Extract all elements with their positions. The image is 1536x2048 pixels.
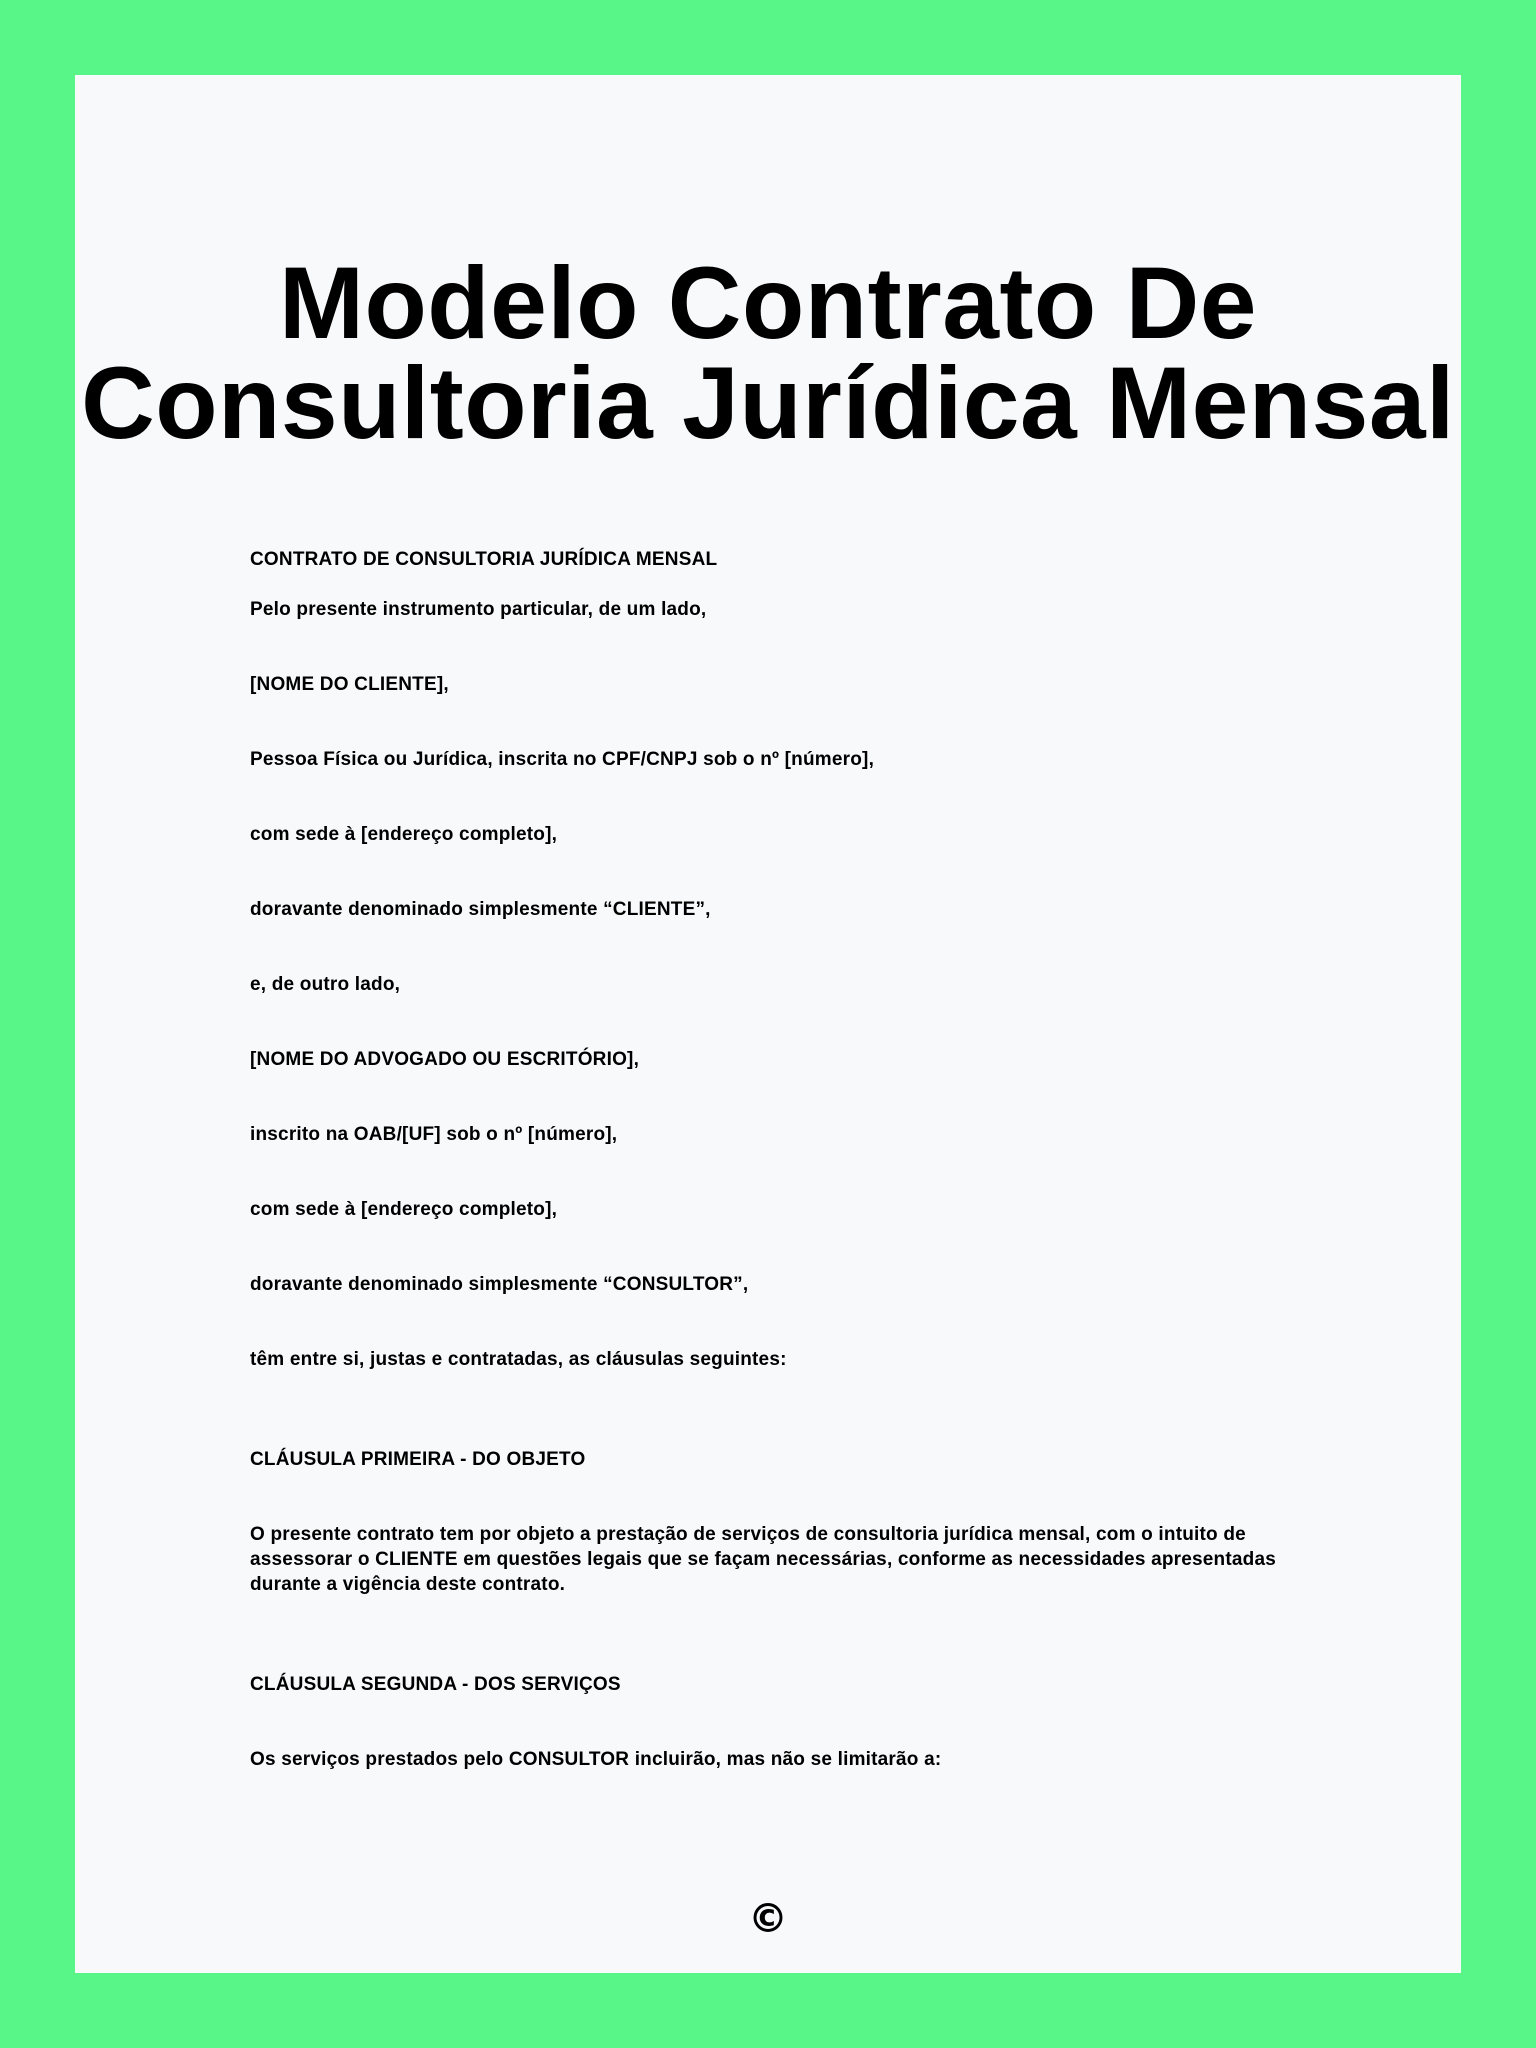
clause-one-heading: CLÁUSULA PRIMEIRA - DO OBJETO: [250, 1449, 586, 1470]
copyright-icon: ©: [748, 1896, 788, 1942]
paragraph-client-id: Pessoa Física ou Jurídica, inscrita no CPF/CNPJ sob o nº [número],: [250, 749, 875, 770]
paragraph-other-side: e, de outro lado,: [250, 974, 401, 995]
clause-one-text: O presente contrato tem por objeto a prestação de serviços de consultoria jurídica mensal, com o intuito de assessorar o CLIENTE em questões legais que se façam necessárias, conforme as necessidades apresentadas durante a vigência deste contrato.: [250, 1524, 1276, 1595]
paragraph-consultant-address: com sede à [endereço completo],: [250, 1199, 558, 1220]
document-page: [75, 75, 1461, 1973]
paragraph-agreement: têm entre si, justas e contratadas, as cláusulas seguintes:: [250, 1349, 787, 1370]
clause-two-heading: CLÁUSULA SEGUNDA - DOS SERVIÇOS: [250, 1674, 621, 1695]
paragraph-consultant-name: [NOME DO ADVOGADO OU ESCRITÓRIO],: [250, 1049, 640, 1070]
paragraph-client-address: com sede à [endereço completo],: [250, 824, 558, 845]
title-line-2: Consultoria Jurídica Mensal: [81, 346, 1455, 460]
contract-heading: CONTRATO DE CONSULTORIA JURÍDICA MENSAL: [250, 549, 718, 570]
paragraph-consultant-designation: doravante denominado simplesmente “CONSULTOR”,: [250, 1274, 749, 1295]
document-title: [75, 246, 1461, 460]
title-line-1: Modelo Contrato De: [279, 246, 1257, 360]
paragraph-client-designation: doravante denominado simplesmente “CLIENTE”,: [250, 899, 711, 920]
paragraph-intro: Pelo presente instrumento particular, de um lado,: [250, 599, 707, 620]
paragraph-consultant-oab: inscrito na OAB/[UF] sob o nº [número],: [250, 1124, 618, 1145]
paragraph-client-name: [NOME DO CLIENTE],: [250, 674, 449, 695]
clause-two-text: Os serviços prestados pelo CONSULTOR incluirão, mas não se limitarão a:: [250, 1749, 942, 1770]
